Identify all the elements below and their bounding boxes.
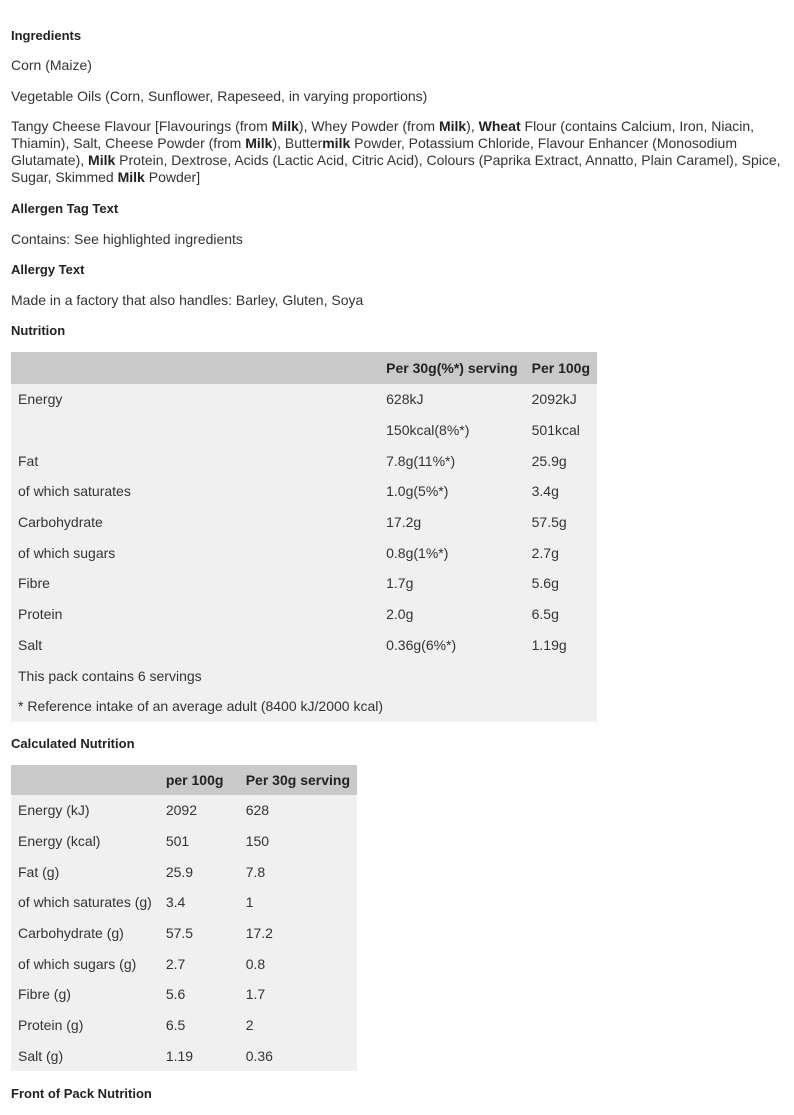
table-row (11, 887, 357, 918)
per-serving-value: 17.2 (239, 918, 357, 949)
per-100g-value: 57.5g (525, 507, 597, 538)
table-row (11, 630, 597, 661)
column-header (11, 352, 379, 384)
per-serving-value: 0.36 (239, 1041, 357, 1072)
per-serving-value: 0.8 (239, 948, 357, 979)
allergy-heading: Allergy Text (11, 262, 85, 277)
nutrient-name: Fat (g) (11, 856, 159, 887)
per-100g-value: 57.5 (159, 918, 239, 949)
table-header-row (11, 352, 597, 384)
per-serving-value: 0.36g(6%*) (379, 630, 525, 661)
per-serving-value: 628 (239, 795, 357, 826)
nutrient-name: of which saturates (11, 476, 379, 507)
per-100g-value: 3.4g (525, 476, 597, 507)
table-row (11, 568, 597, 599)
per-serving-value: 0.8g(1%*) (379, 537, 525, 568)
nutrient-name: of which sugars (11, 537, 379, 568)
per-100g-value: 501 (159, 826, 239, 857)
per-serving-value: 150kcal(8%*) (379, 415, 525, 446)
per-serving-value: 1.7g (379, 568, 525, 599)
table-row (11, 384, 597, 415)
ingredients-heading: Ingredients (11, 28, 82, 43)
per-serving-value: 7.8 (239, 856, 357, 887)
per-100g-value: 6.5g (525, 599, 597, 630)
allergen-highlight: Milk (88, 152, 116, 168)
nutrition-table (11, 352, 597, 722)
per-100g-value: 5.6 (159, 979, 239, 1010)
ingredient-text: Tangy Cheese Flavour [Flavourings (from (11, 118, 272, 134)
calculated-nutrition-table (11, 765, 357, 1071)
nutrient-name (11, 415, 379, 446)
allergy-text: Made in a factory that also handles: Barley, Gluten, Soya (11, 292, 364, 308)
allergen-tag-heading: Allergen Tag Text (11, 201, 119, 216)
per-100g-value: 25.9 (159, 856, 239, 887)
allergen-highlight: Milk (271, 118, 299, 134)
per-100g-value: 2.7 (159, 948, 239, 979)
allergen-tag-text: Contains: See highlighted ingredients (11, 231, 243, 247)
ingredient-corn: Corn (Maize) (11, 57, 92, 73)
per-serving-value: 7.8g(11%*) (379, 445, 525, 476)
per-100g-value: 501kcal (525, 415, 597, 446)
nutrient-name: Protein (g) (11, 1010, 159, 1041)
column-header: Per 30g(%*) serving (379, 352, 525, 384)
table-header-row (11, 765, 357, 795)
nutrient-name: Carbohydrate (11, 507, 379, 538)
per-100g-value: 2.7g (525, 537, 597, 568)
nutrient-name: of which saturates (g) (11, 887, 159, 918)
table-row (11, 979, 357, 1010)
nutrient-name: Salt (11, 630, 379, 661)
nutrient-name: Energy (kcal) (11, 826, 159, 857)
table-row (11, 795, 357, 826)
ingredient-text: ), Butter (272, 135, 323, 151)
table-row (11, 507, 597, 538)
per-100g-value: 25.9g (525, 445, 597, 476)
per-serving-value: 2.0g (379, 599, 525, 630)
table-row (11, 1041, 357, 1072)
per-100g-value: 3.4 (159, 887, 239, 918)
table-row (11, 948, 357, 979)
allergen-highlight: Milk (117, 169, 145, 185)
ingredient-oils: Vegetable Oils (Corn, Sunflower, Rapeseed, in varying proportions) (11, 88, 428, 104)
allergen-highlight: milk (322, 135, 351, 151)
per-serving-value: 1 (239, 887, 357, 918)
reference-intake-note: * Reference intake of an average adult (8400 kJ/2000 kcal) (11, 691, 597, 722)
table-row (11, 415, 597, 446)
ingredient-text: ), Whey Powder (from (298, 118, 439, 134)
table-row (11, 445, 597, 476)
table-row (11, 856, 357, 887)
nutrient-name: Fibre (g) (11, 979, 159, 1010)
per-serving-value: 628kJ (379, 384, 525, 415)
per-serving-value: 1.7 (239, 979, 357, 1010)
per-100g-value: 2092kJ (525, 384, 597, 415)
per-100g-value: 1.19 (159, 1041, 239, 1072)
ingredient-flavour (11, 118, 781, 186)
table-row (11, 537, 597, 568)
per-serving-value: 17.2g (379, 507, 525, 538)
allergen-highlight: Milk (438, 118, 467, 134)
column-header: per 100g (159, 765, 239, 795)
per-100g-value: 2092 (159, 795, 239, 826)
per-100g-value: 5.6g (525, 568, 597, 599)
nutrient-name: Fat (11, 445, 379, 476)
column-header: Per 100g (525, 352, 597, 384)
ingredient-text: Powder] (144, 169, 201, 185)
table-row (11, 1010, 357, 1041)
table-note-row (11, 660, 597, 691)
nutrient-name: of which sugars (g) (11, 948, 159, 979)
nutrient-name: Salt (g) (11, 1041, 159, 1072)
ingredient-text: Protein, Dextrose, Acids (Lactic Acid, Citric Acid), Colours (Paprika Extract, Annatto, Plain Caramel), Spice, Sugar, Skimmed (11, 152, 781, 185)
per-100g-value: 6.5 (159, 1010, 239, 1041)
allergen-highlight: Wheat (478, 118, 521, 134)
ingredient-text: ), (466, 118, 479, 134)
front-of-pack-heading: Front of Pack Nutrition (11, 1086, 152, 1101)
per-serving-value: 1.0g(5%*) (379, 476, 525, 507)
column-header: Per 30g serving (239, 765, 357, 795)
per-100g-value: 1.19g (525, 630, 597, 661)
per-serving-value: 150 (239, 826, 357, 857)
table-row (11, 599, 597, 630)
nutrient-name: Energy (kJ) (11, 795, 159, 826)
calculated-nutrition-heading: Calculated Nutrition (11, 736, 135, 751)
nutrition-heading: Nutrition (11, 323, 66, 338)
per-serving-value: 2 (239, 1010, 357, 1041)
nutrient-name: Energy (11, 384, 379, 415)
ingredient-text: Flour (contains Calcium, Iron, Niacin, Thiamin), Salt, Cheese Powder (from (11, 118, 755, 151)
servings-note: This pack contains 6 servings (11, 660, 597, 691)
table-note-row (11, 691, 597, 722)
table-row (11, 826, 357, 857)
allergen-highlight: Milk (245, 135, 273, 151)
nutrient-name: Carbohydrate (g) (11, 918, 159, 949)
nutrient-name: Fibre (11, 568, 379, 599)
nutrient-name: Protein (11, 599, 379, 630)
table-row (11, 476, 597, 507)
ingredient-text: Powder, Potassium Chloride, Flavour Enhancer (Monosodium Glutamate), (11, 135, 737, 168)
table-row (11, 918, 357, 949)
column-header (11, 765, 159, 795)
